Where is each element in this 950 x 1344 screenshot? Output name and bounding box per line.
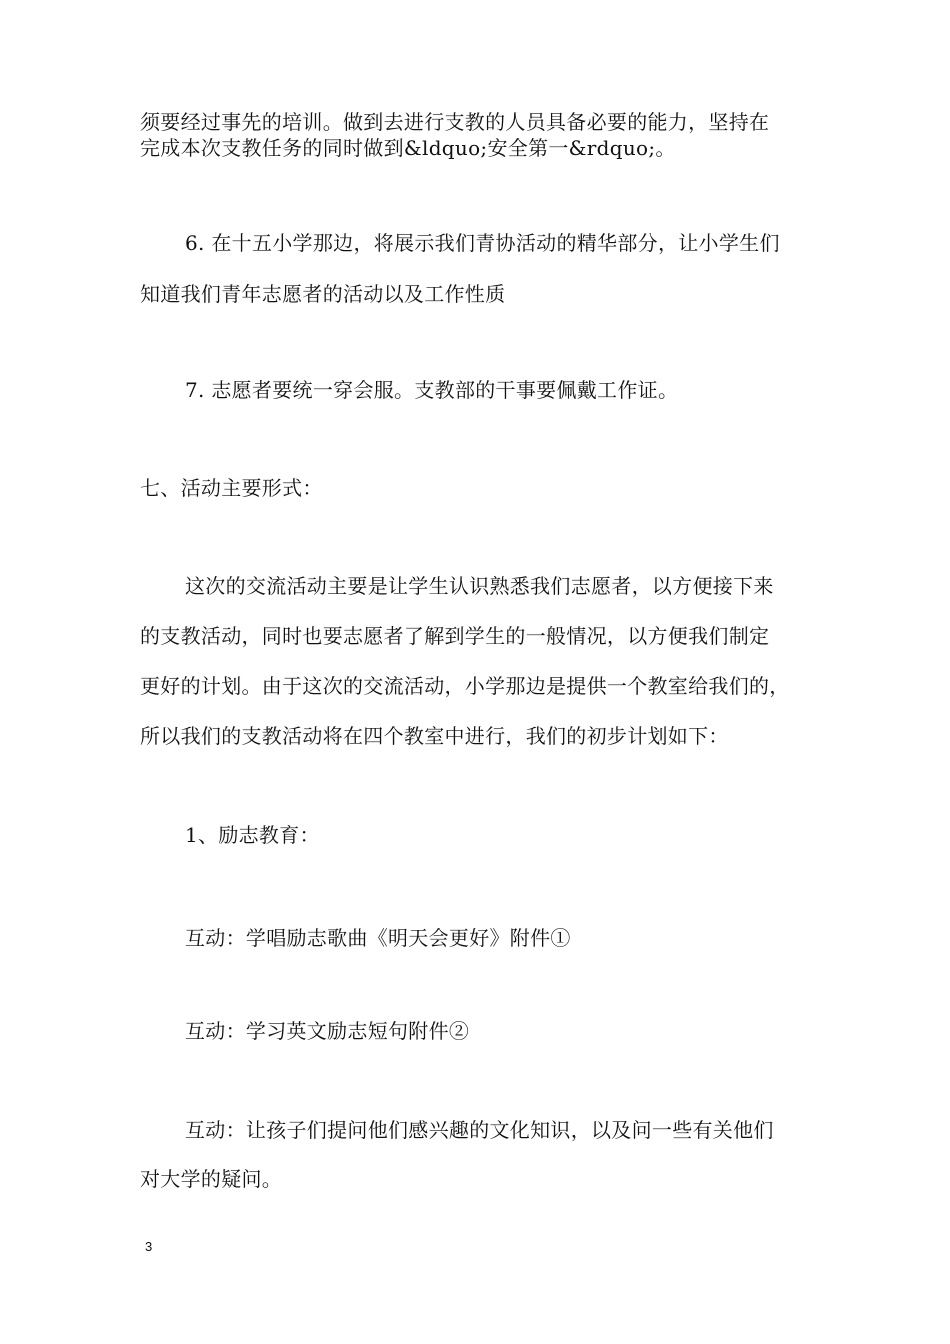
interaction-song-line: 互动：学唱励志歌曲《明天会更好》附件① — [185, 926, 571, 950]
section-heading-7: 七、活动主要形式： — [140, 476, 323, 500]
page-number: 3 — [145, 1239, 153, 1254]
activity-form-line-4: 所以我们的支教活动将在四个教室中进行，我们的初步计划如下： — [140, 724, 729, 748]
activity-form-line-3: 更好的计划。由于这次的交流活动，小学那边是提供一个教室给我们的， — [140, 674, 790, 698]
paragraph-training-line-2: 完成本次支教任务的同时做到&ldquo;安全第一&rdquo;。 — [140, 136, 676, 160]
activity-form-line-2: 的支教活动，同时也要志愿者了解到学生的一般情况，以方便我们制定 — [140, 624, 770, 648]
subheading-inspirational-education: 1、励志教育： — [185, 823, 320, 847]
item-6-line-1: 6. 在十五小学那边，将展示我们青协活动的精华部分，让小学生们 — [185, 231, 780, 255]
activity-form-line-1: 这次的交流活动主要是让学生认识熟悉我们志愿者，以方便接下来 — [185, 574, 774, 598]
item-7-line-1: 7. 志愿者要统一穿会服。支教部的干事要佩戴工作证。 — [185, 378, 679, 402]
item-6-line-2: 知道我们青年志愿者的活动以及工作性质 — [140, 282, 506, 306]
interaction-english-line: 互动：学习英文励志短句附件② — [185, 1019, 470, 1043]
interaction-questions-line-1: 互动：让孩子们提问他们感兴趣的文化知识，以及问一些有关他们 — [185, 1118, 774, 1142]
interaction-questions-line-2: 对大学的疑问。 — [140, 1167, 283, 1191]
paragraph-training-line-1: 须要经过事先的培训。做到去进行支教的人员具备必要的能力，坚持在 — [140, 110, 770, 134]
